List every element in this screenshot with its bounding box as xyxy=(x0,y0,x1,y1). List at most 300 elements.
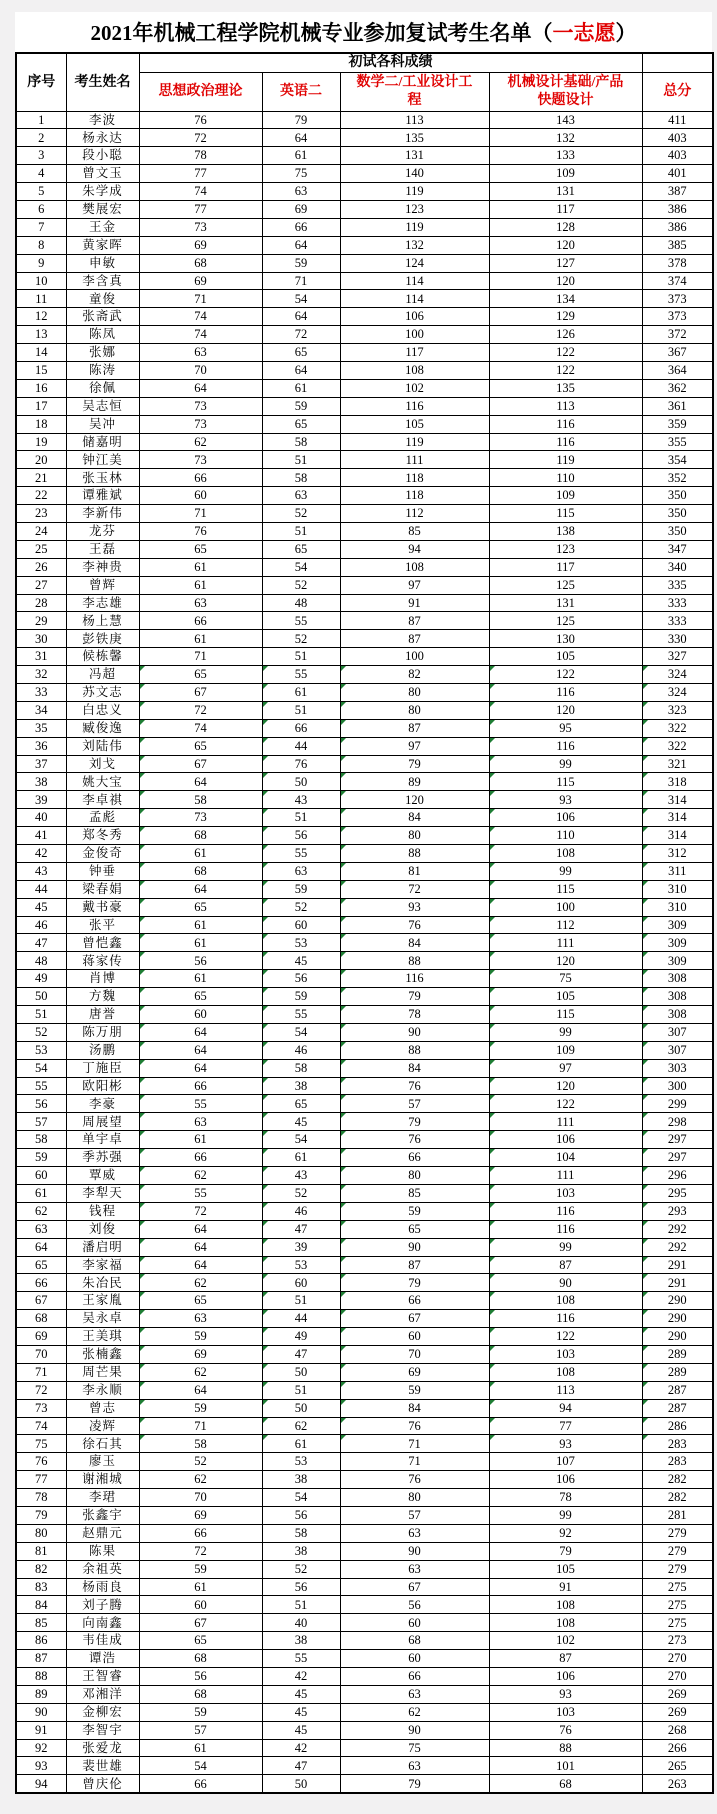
cell-index: 91 xyxy=(16,1721,66,1739)
cell-mech-design: 122 xyxy=(489,1095,642,1113)
cell-total: 374 xyxy=(642,272,713,290)
table-row xyxy=(16,612,713,630)
cell-politics: 65 xyxy=(139,898,262,916)
table-row xyxy=(16,505,713,523)
table-row xyxy=(16,254,713,272)
cell-index: 40 xyxy=(16,809,66,827)
cell-math: 79 xyxy=(340,1113,489,1131)
cell-index: 57 xyxy=(16,1113,66,1131)
table-row xyxy=(16,791,713,809)
cell-total: 292 xyxy=(642,1238,713,1256)
cell-mech-design: 106 xyxy=(489,1471,642,1489)
cell-english: 56 xyxy=(262,970,340,988)
cell-mech-design: 105 xyxy=(489,648,642,666)
cell-mech-design: 110 xyxy=(489,827,642,845)
cell-name: 徐佩 xyxy=(66,379,139,397)
cell-index: 29 xyxy=(16,612,66,630)
cell-index: 61 xyxy=(16,1184,66,1202)
cell-mech-design: 128 xyxy=(489,218,642,236)
cell-total: 299 xyxy=(642,1095,713,1113)
cell-mech-design: 132 xyxy=(489,129,642,147)
cell-english: 45 xyxy=(262,1685,340,1703)
cell-name: 段小聪 xyxy=(66,147,139,165)
table-row xyxy=(16,1167,713,1185)
cell-total: 265 xyxy=(642,1757,713,1775)
cell-mech-design: 99 xyxy=(489,1506,642,1524)
cell-mech-design: 115 xyxy=(489,880,642,898)
cell-math: 65 xyxy=(340,1220,489,1238)
cell-politics: 58 xyxy=(139,791,262,809)
table-row xyxy=(16,1775,713,1793)
cell-total: 290 xyxy=(642,1292,713,1310)
table-row xyxy=(16,737,713,755)
cell-mech-design: 99 xyxy=(489,1238,642,1256)
cell-total: 283 xyxy=(642,1453,713,1471)
cell-mech-design: 115 xyxy=(489,773,642,791)
results-table xyxy=(15,52,714,1794)
cell-name: 曾辉 xyxy=(66,576,139,594)
cell-mech-design: 93 xyxy=(489,1435,642,1453)
cell-mech-design: 101 xyxy=(489,1757,642,1775)
cell-math: 102 xyxy=(340,379,489,397)
cell-english: 52 xyxy=(262,898,340,916)
cell-mech-design: 106 xyxy=(489,1131,642,1149)
cell-index: 4 xyxy=(16,165,66,183)
cell-math: 85 xyxy=(340,522,489,540)
cell-name: 金柳宏 xyxy=(66,1703,139,1721)
table-row xyxy=(16,1381,713,1399)
cell-politics: 67 xyxy=(139,1614,262,1632)
cell-total: 279 xyxy=(642,1542,713,1560)
cell-math: 132 xyxy=(340,236,489,254)
table-row xyxy=(16,862,713,880)
cell-index: 60 xyxy=(16,1167,66,1185)
cell-math: 80 xyxy=(340,1489,489,1507)
cell-english: 65 xyxy=(262,415,340,433)
cell-mech-design: 108 xyxy=(489,1596,642,1614)
cell-total: 333 xyxy=(642,594,713,612)
cell-politics: 62 xyxy=(139,1274,262,1292)
cell-total: 308 xyxy=(642,970,713,988)
cell-english: 42 xyxy=(262,1739,340,1757)
cell-name: 蒋家传 xyxy=(66,952,139,970)
cell-mech-design: 94 xyxy=(489,1399,642,1417)
cell-index: 83 xyxy=(16,1578,66,1596)
cell-math: 79 xyxy=(340,988,489,1006)
cell-politics: 69 xyxy=(139,1345,262,1363)
cell-index: 71 xyxy=(16,1363,66,1381)
cell-politics: 63 xyxy=(139,594,262,612)
cell-total: 287 xyxy=(642,1381,713,1399)
table-row xyxy=(16,1506,713,1524)
cell-name: 陈凤 xyxy=(66,326,139,344)
cell-index: 30 xyxy=(16,630,66,648)
cell-math: 124 xyxy=(340,254,489,272)
cell-mech-design: 104 xyxy=(489,1149,642,1167)
cell-politics: 77 xyxy=(139,200,262,218)
cell-politics: 61 xyxy=(139,934,262,952)
cell-name: 谢湘城 xyxy=(66,1471,139,1489)
cell-english: 72 xyxy=(262,326,340,344)
table-row xyxy=(16,1256,713,1274)
col-header-total: 总分 xyxy=(642,72,713,111)
cell-mech-design: 92 xyxy=(489,1524,642,1542)
cell-math: 93 xyxy=(340,898,489,916)
cell-politics: 68 xyxy=(139,254,262,272)
cell-index: 21 xyxy=(16,469,66,487)
cell-total: 321 xyxy=(642,755,713,773)
cell-english: 45 xyxy=(262,952,340,970)
cell-name: 唐誉 xyxy=(66,1006,139,1024)
cell-name: 臧俊逸 xyxy=(66,719,139,737)
table-row xyxy=(16,1184,713,1202)
cell-politics: 77 xyxy=(139,165,262,183)
cell-politics: 59 xyxy=(139,1328,262,1346)
cell-index: 93 xyxy=(16,1757,66,1775)
cell-mech-design: 97 xyxy=(489,1059,642,1077)
cell-english: 61 xyxy=(262,379,340,397)
cell-name: 凌辉 xyxy=(66,1417,139,1435)
cell-english: 61 xyxy=(262,147,340,165)
cell-mech-design: 106 xyxy=(489,809,642,827)
cell-index: 6 xyxy=(16,200,66,218)
cell-english: 64 xyxy=(262,236,340,254)
cell-name: 潘启明 xyxy=(66,1238,139,1256)
cell-politics: 59 xyxy=(139,1703,262,1721)
table-row xyxy=(16,1632,713,1650)
cell-total: 311 xyxy=(642,862,713,880)
cell-mech-design: 110 xyxy=(489,469,642,487)
table-row xyxy=(16,326,713,344)
cell-mech-design: 126 xyxy=(489,326,642,344)
cell-mech-design: 135 xyxy=(489,379,642,397)
cell-english: 51 xyxy=(262,1596,340,1614)
cell-total: 327 xyxy=(642,648,713,666)
cell-politics: 66 xyxy=(139,469,262,487)
cell-total: 308 xyxy=(642,988,713,1006)
cell-politics: 61 xyxy=(139,1131,262,1149)
table-row xyxy=(16,1721,713,1739)
cell-politics: 64 xyxy=(139,773,262,791)
cell-politics: 71 xyxy=(139,648,262,666)
cell-english: 38 xyxy=(262,1542,340,1560)
cell-index: 15 xyxy=(16,361,66,379)
cell-name: 李新伟 xyxy=(66,505,139,523)
cell-math: 76 xyxy=(340,1417,489,1435)
cell-name: 吴冲 xyxy=(66,415,139,433)
table-row xyxy=(16,1524,713,1542)
table-row xyxy=(16,1685,713,1703)
table-row xyxy=(16,111,713,129)
cell-math: 120 xyxy=(340,791,489,809)
cell-english: 61 xyxy=(262,1435,340,1453)
cell-math: 57 xyxy=(340,1095,489,1113)
cell-name: 向南鑫 xyxy=(66,1614,139,1632)
cell-index: 16 xyxy=(16,379,66,397)
cell-total: 282 xyxy=(642,1489,713,1507)
cell-total: 372 xyxy=(642,326,713,344)
cell-math: 67 xyxy=(340,1310,489,1328)
cell-math: 57 xyxy=(340,1506,489,1524)
cell-total: 386 xyxy=(642,200,713,218)
table-row xyxy=(16,200,713,218)
cell-politics: 67 xyxy=(139,755,262,773)
cell-mech-design: 120 xyxy=(489,701,642,719)
table-row xyxy=(16,272,713,290)
cell-mech-design: 129 xyxy=(489,308,642,326)
cell-mech-design: 93 xyxy=(489,1685,642,1703)
cell-english: 65 xyxy=(262,1095,340,1113)
cell-index: 28 xyxy=(16,594,66,612)
cell-total: 385 xyxy=(642,236,713,254)
cell-index: 8 xyxy=(16,236,66,254)
cell-math: 88 xyxy=(340,845,489,863)
sheet xyxy=(15,12,712,1794)
cell-name: 汤鹏 xyxy=(66,1041,139,1059)
cell-index: 10 xyxy=(16,272,66,290)
cell-mech-design: 131 xyxy=(489,594,642,612)
cell-index: 85 xyxy=(16,1614,66,1632)
cell-math: 140 xyxy=(340,165,489,183)
cell-total: 333 xyxy=(642,612,713,630)
cell-english: 50 xyxy=(262,1775,340,1793)
cell-english: 44 xyxy=(262,737,340,755)
cell-total: 287 xyxy=(642,1399,713,1417)
table-row xyxy=(16,684,713,702)
cell-index: 82 xyxy=(16,1560,66,1578)
cell-total: 335 xyxy=(642,576,713,594)
cell-total: 283 xyxy=(642,1435,713,1453)
cell-index: 50 xyxy=(16,988,66,1006)
table-row xyxy=(16,1471,713,1489)
cell-english: 56 xyxy=(262,827,340,845)
table-row xyxy=(16,1739,713,1757)
cell-english: 50 xyxy=(262,1399,340,1417)
cell-math: 71 xyxy=(340,1453,489,1471)
table-row xyxy=(16,433,713,451)
cell-math: 97 xyxy=(340,576,489,594)
cell-mech-design: 125 xyxy=(489,576,642,594)
cell-name: 朱学成 xyxy=(66,183,139,201)
col-header-mech-design: 机械设计基础/产品 快题设计 xyxy=(489,72,642,111)
cell-index: 94 xyxy=(16,1775,66,1793)
cell-politics: 61 xyxy=(139,576,262,594)
cell-name: 冯超 xyxy=(66,666,139,684)
cell-name: 吴永卓 xyxy=(66,1310,139,1328)
cell-total: 309 xyxy=(642,916,713,934)
cell-index: 74 xyxy=(16,1417,66,1435)
table-row xyxy=(16,1113,713,1131)
col-header-politics: 思想政治理论 xyxy=(139,72,262,111)
cell-total: 289 xyxy=(642,1345,713,1363)
table-row xyxy=(16,1489,713,1507)
cell-politics: 55 xyxy=(139,1095,262,1113)
cell-politics: 62 xyxy=(139,433,262,451)
cell-politics: 71 xyxy=(139,290,262,308)
cell-name: 樊展宏 xyxy=(66,200,139,218)
cell-name: 钱程 xyxy=(66,1202,139,1220)
cell-politics: 71 xyxy=(139,1417,262,1435)
table-row xyxy=(16,1363,713,1381)
cell-politics: 66 xyxy=(139,1149,262,1167)
cell-total: 350 xyxy=(642,522,713,540)
cell-math: 84 xyxy=(340,1399,489,1417)
cell-math: 113 xyxy=(340,111,489,129)
cell-index: 73 xyxy=(16,1399,66,1417)
cell-math: 76 xyxy=(340,1131,489,1149)
cell-index: 20 xyxy=(16,451,66,469)
cell-index: 36 xyxy=(16,737,66,755)
cell-name: 张玉林 xyxy=(66,469,139,487)
cell-name: 李珺 xyxy=(66,1489,139,1507)
cell-english: 50 xyxy=(262,1363,340,1381)
cell-name: 彭铁庚 xyxy=(66,630,139,648)
cell-english: 53 xyxy=(262,1256,340,1274)
cell-english: 62 xyxy=(262,1417,340,1435)
cell-politics: 74 xyxy=(139,308,262,326)
cell-math: 81 xyxy=(340,862,489,880)
cell-index: 64 xyxy=(16,1238,66,1256)
cell-name: 赵鼎元 xyxy=(66,1524,139,1542)
table-row xyxy=(16,719,713,737)
cell-politics: 73 xyxy=(139,451,262,469)
cell-mech-design: 134 xyxy=(489,290,642,308)
cell-math: 105 xyxy=(340,415,489,433)
cell-politics: 73 xyxy=(139,397,262,415)
page-title-paren-close: ） xyxy=(615,21,637,45)
cell-mech-design: 87 xyxy=(489,1650,642,1668)
cell-politics: 61 xyxy=(139,558,262,576)
table-row xyxy=(16,361,713,379)
cell-politics: 68 xyxy=(139,1685,262,1703)
cell-english: 55 xyxy=(262,1650,340,1668)
cell-name: 单宇卓 xyxy=(66,1131,139,1149)
cell-total: 307 xyxy=(642,1041,713,1059)
cell-index: 3 xyxy=(16,147,66,165)
cell-name: 杨雨良 xyxy=(66,1578,139,1596)
cell-math: 76 xyxy=(340,1471,489,1489)
cell-total: 310 xyxy=(642,880,713,898)
cell-index: 51 xyxy=(16,1006,66,1024)
cell-index: 27 xyxy=(16,576,66,594)
cell-math: 100 xyxy=(340,326,489,344)
cell-english: 63 xyxy=(262,183,340,201)
table-row xyxy=(16,290,713,308)
cell-politics: 66 xyxy=(139,612,262,630)
cell-name: 张爱龙 xyxy=(66,1739,139,1757)
cell-name: 杨永达 xyxy=(66,129,139,147)
cell-math: 76 xyxy=(340,916,489,934)
cell-english: 54 xyxy=(262,1023,340,1041)
cell-math: 94 xyxy=(340,540,489,558)
cell-total: 373 xyxy=(642,290,713,308)
cell-english: 58 xyxy=(262,469,340,487)
cell-name: 李志雄 xyxy=(66,594,139,612)
cell-english: 54 xyxy=(262,1489,340,1507)
cell-math: 88 xyxy=(340,952,489,970)
cell-name: 李智宇 xyxy=(66,1721,139,1739)
cell-math: 59 xyxy=(340,1381,489,1399)
cell-english: 51 xyxy=(262,809,340,827)
cell-total: 386 xyxy=(642,218,713,236)
cell-index: 76 xyxy=(16,1453,66,1471)
cell-politics: 72 xyxy=(139,129,262,147)
header-row-group xyxy=(16,53,713,72)
cell-politics: 69 xyxy=(139,272,262,290)
cell-english: 46 xyxy=(262,1041,340,1059)
cell-name: 钟江美 xyxy=(66,451,139,469)
cell-mech-design: 103 xyxy=(489,1345,642,1363)
cell-mech-design: 99 xyxy=(489,862,642,880)
cell-politics: 61 xyxy=(139,970,262,988)
cell-english: 59 xyxy=(262,880,340,898)
cell-english: 64 xyxy=(262,361,340,379)
cell-english: 45 xyxy=(262,1703,340,1721)
cell-math: 123 xyxy=(340,200,489,218)
cell-index: 47 xyxy=(16,934,66,952)
cell-mech-design: 116 xyxy=(489,1202,642,1220)
cell-name: 张平 xyxy=(66,916,139,934)
cell-politics: 61 xyxy=(139,916,262,934)
cell-mech-design: 133 xyxy=(489,147,642,165)
cell-politics: 70 xyxy=(139,1489,262,1507)
cell-index: 2 xyxy=(16,129,66,147)
cell-index: 69 xyxy=(16,1328,66,1346)
cell-name: 余祖英 xyxy=(66,1560,139,1578)
cell-total: 293 xyxy=(642,1202,713,1220)
cell-mech-design: 116 xyxy=(489,415,642,433)
table-row xyxy=(16,522,713,540)
cell-index: 19 xyxy=(16,433,66,451)
table-row xyxy=(16,1345,713,1363)
table-row xyxy=(16,934,713,952)
cell-name: 季苏强 xyxy=(66,1149,139,1167)
cell-index: 42 xyxy=(16,845,66,863)
table-row xyxy=(16,1059,713,1077)
table-row xyxy=(16,1041,713,1059)
table-row xyxy=(16,487,713,505)
cell-politics: 61 xyxy=(139,845,262,863)
cell-math: 84 xyxy=(340,809,489,827)
cell-politics: 62 xyxy=(139,1363,262,1381)
cell-english: 44 xyxy=(262,1310,340,1328)
cell-english: 63 xyxy=(262,862,340,880)
cell-mech-design: 108 xyxy=(489,1292,642,1310)
cell-politics: 76 xyxy=(139,522,262,540)
cell-name: 丁施臣 xyxy=(66,1059,139,1077)
cell-mech-design: 116 xyxy=(489,737,642,755)
cell-total: 289 xyxy=(642,1363,713,1381)
table-row xyxy=(16,218,713,236)
cell-mech-design: 116 xyxy=(489,1310,642,1328)
cell-math: 66 xyxy=(340,1292,489,1310)
table-row xyxy=(16,451,713,469)
cell-total: 266 xyxy=(642,1739,713,1757)
cell-mech-design: 105 xyxy=(489,1560,642,1578)
cell-english: 51 xyxy=(262,1292,340,1310)
cell-politics: 56 xyxy=(139,952,262,970)
cell-politics: 74 xyxy=(139,719,262,737)
cell-math: 100 xyxy=(340,648,489,666)
cell-total: 350 xyxy=(642,505,713,523)
table-row xyxy=(16,540,713,558)
table-row xyxy=(16,1417,713,1435)
cell-index: 11 xyxy=(16,290,66,308)
cell-math: 69 xyxy=(340,1363,489,1381)
cell-english: 75 xyxy=(262,165,340,183)
cell-politics: 64 xyxy=(139,1381,262,1399)
cell-politics: 68 xyxy=(139,827,262,845)
